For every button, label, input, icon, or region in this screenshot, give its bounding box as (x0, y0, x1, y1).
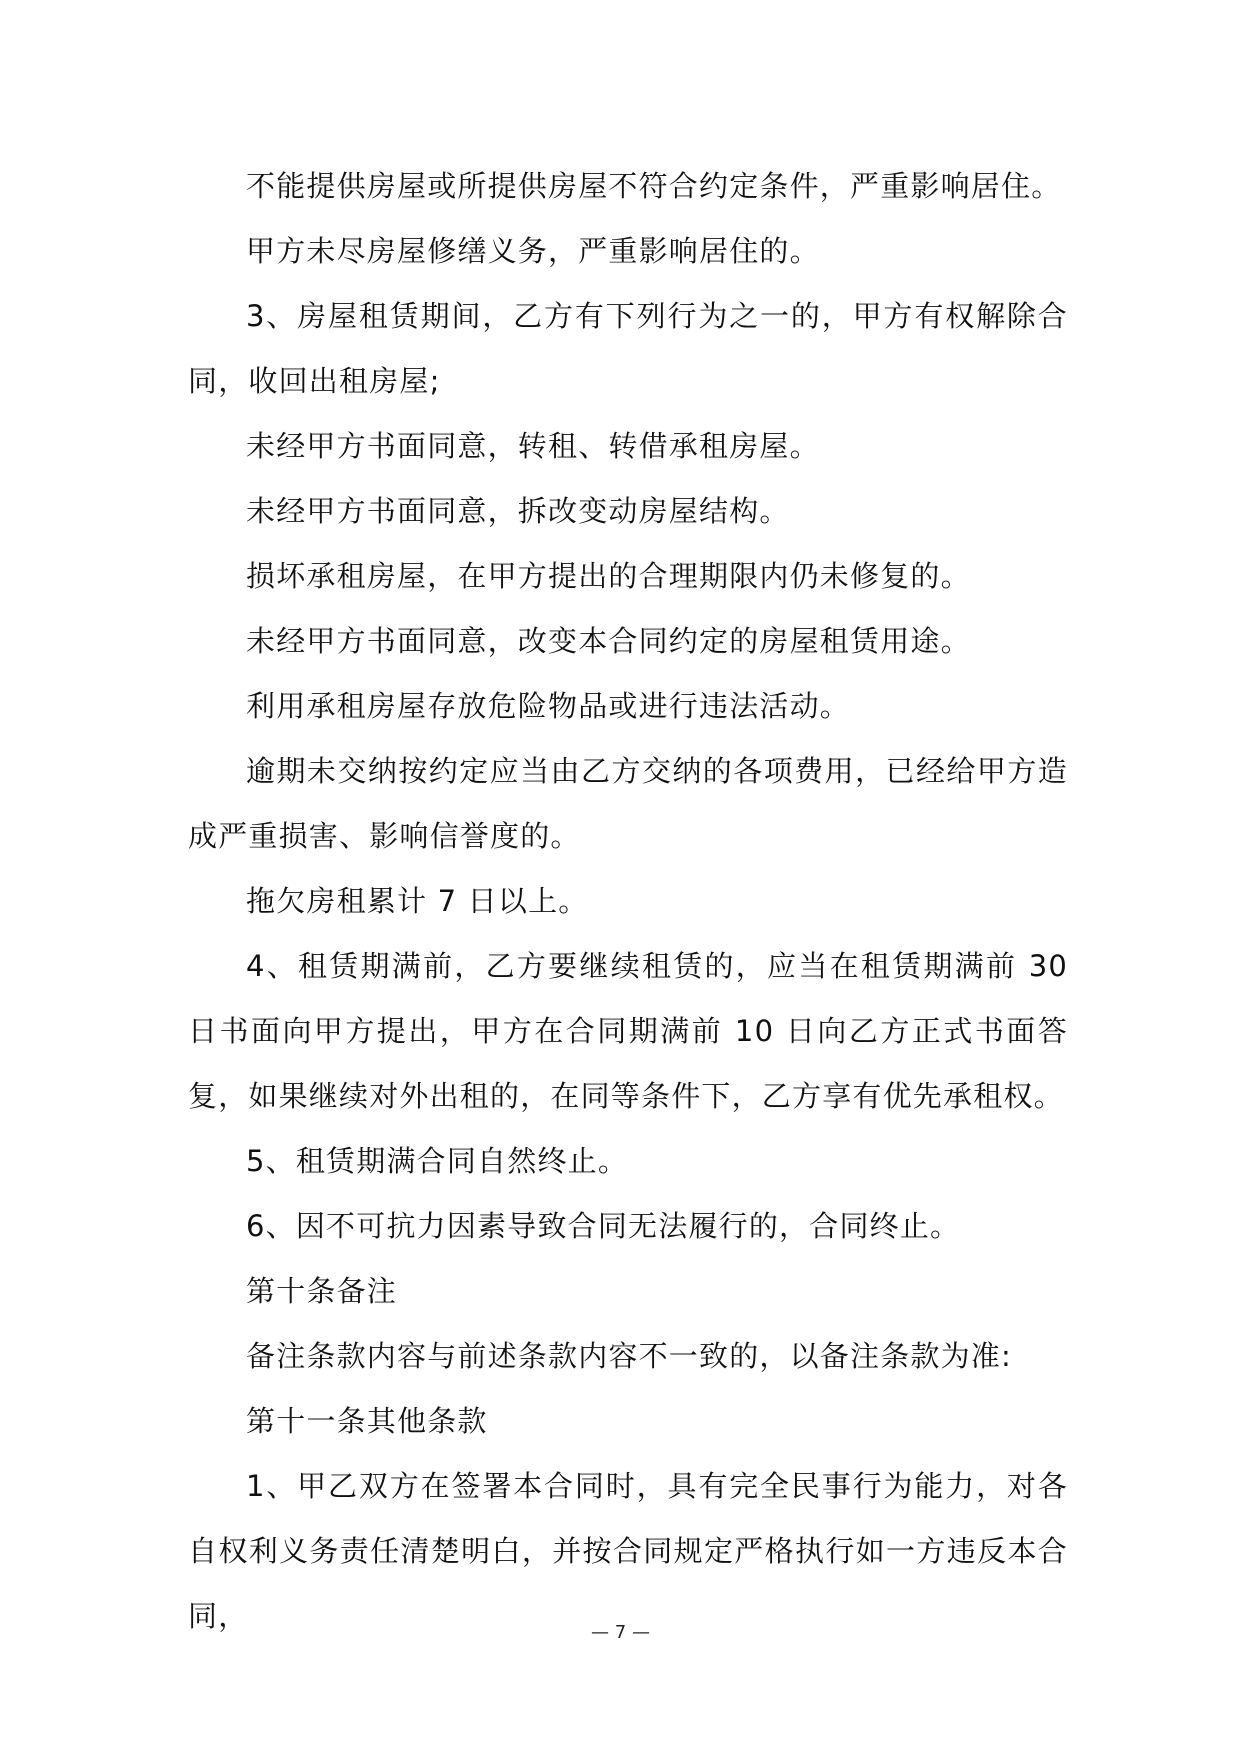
paragraph-7: 未经甲方书面同意，改变本合同约定的房屋租赁用途。 (246, 624, 971, 658)
paragraph-1: 不能提供房屋或所提供房屋不符合约定条件，严重影响居住。 (246, 169, 1062, 203)
paragraph-13: 6、因不可抗力因素导致合同无法履行的，合同终止。 (246, 1209, 961, 1243)
paragraph-9: 逾期未交纳按约定应当由乙方交纳的各项费用，已经给甲方造成严重损害、影响信誉度的。 (188, 754, 1068, 853)
paragraph-3: 3、房屋租赁期间，乙方有下列行为之一的，甲方有权解除合同，收回出租房屋; (188, 299, 1068, 398)
paragraph-15: 备注条款内容与前述条款内容不一致的，以备注条款为准: (246, 1339, 1012, 1373)
document-body (188, 154, 1068, 1649)
paragraph-4: 未经甲方书面同意，转租、转借承租房屋。 (246, 429, 820, 463)
page-number: — 7 — (591, 1622, 650, 1643)
paragraph-2: 甲方未尽房屋修缮义务，严重影响居住的。 (246, 234, 820, 268)
paragraph-5: 未经甲方书面同意，拆改变动房屋结构。 (246, 494, 790, 528)
paragraph-10: 拖欠房租累计 7 日以上。 (246, 884, 589, 918)
paragraph-8: 利用承租房屋存放危险物品或进行违法活动。 (246, 689, 851, 723)
paragraph-11: 4、租赁期满前，乙方要继续租赁的，应当在租赁期满前 30 日书面向甲方提出，甲方在合同期满前 10 日向乙方正式书面答复，如果继续对外出租的，在同等条件下，乙方享有优先承租权。 (188, 949, 1068, 1113)
section-heading-article-10: 第十条备注 (246, 1274, 398, 1308)
paragraph-12: 5、租赁期满合同自然终止。 (246, 1144, 629, 1178)
section-heading-article-11: 第十一条其他条款 (246, 1404, 488, 1438)
paragraph-6: 损坏承租房屋，在甲方提出的合理期限内仍未修复的。 (246, 559, 971, 593)
paragraph-17: 1、甲乙双方在签署本合同时，具有完全民事行为能力，对各自权利义务责任清楚明白，并按合同规定严格执行如一方违反本合同， (188, 1469, 1068, 1633)
